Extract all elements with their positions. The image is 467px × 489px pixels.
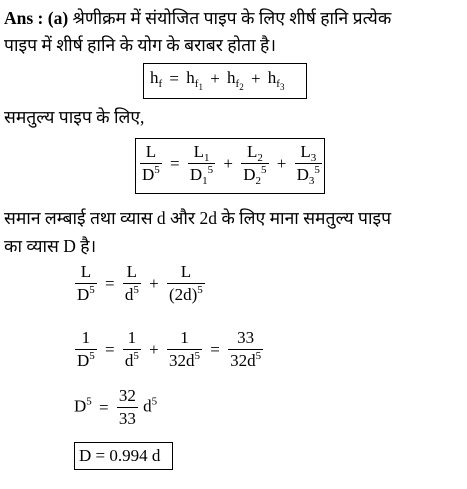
answer-label: Ans :	[4, 8, 44, 28]
answer-line-1	[4, 6, 391, 30]
equation-equivalent: $\frac{L}{D^5}$ = $\frac{L_1}{D_1^5}$ + $\frac{L_2}{D_2^5}$ + $\frac{L_3}{D_3^5}$	[142, 142, 320, 187]
same-length-text-1: समान लम्बाई तथा व्यास d और 2d के लिए माना समतुल्य पाइप	[4, 208, 392, 228]
equation-head-loss: $h_f = h_{f_1} + h_{f_2} + h_{f_3}$	[150, 68, 285, 92]
equation-simplify: $\frac{1}{D^5}$ = $\frac{1}{d^5}$ + $\frac{1}{32d^5}$ = $\frac{33}{32d^5}$	[77, 328, 262, 370]
answer-line-2: पाइप में शीर्ष हानि के योग के बराबर होता है।	[4, 35, 276, 55]
answer-text-1: श्रेणीक्रम में संयोजित पाइप के लिए शीर्ष हानि प्रत्येक	[72, 8, 392, 28]
equation-substitution: $\frac{L}{D^5}$ = $\frac{L}{d^5}$ + $\frac{L}{(2d)^5}$	[77, 262, 203, 304]
result-equation: D = 0.994 d	[79, 446, 161, 465]
answer-part: (a)	[47, 8, 69, 28]
equation-d-power: $D^5$ = $\frac{32}{33}$ $d^5$	[74, 386, 158, 428]
same-length-text-2: का व्यास D है।	[4, 236, 97, 256]
equivalent-pipe-text: समतुल्य पाइप के लिए,	[4, 107, 145, 127]
